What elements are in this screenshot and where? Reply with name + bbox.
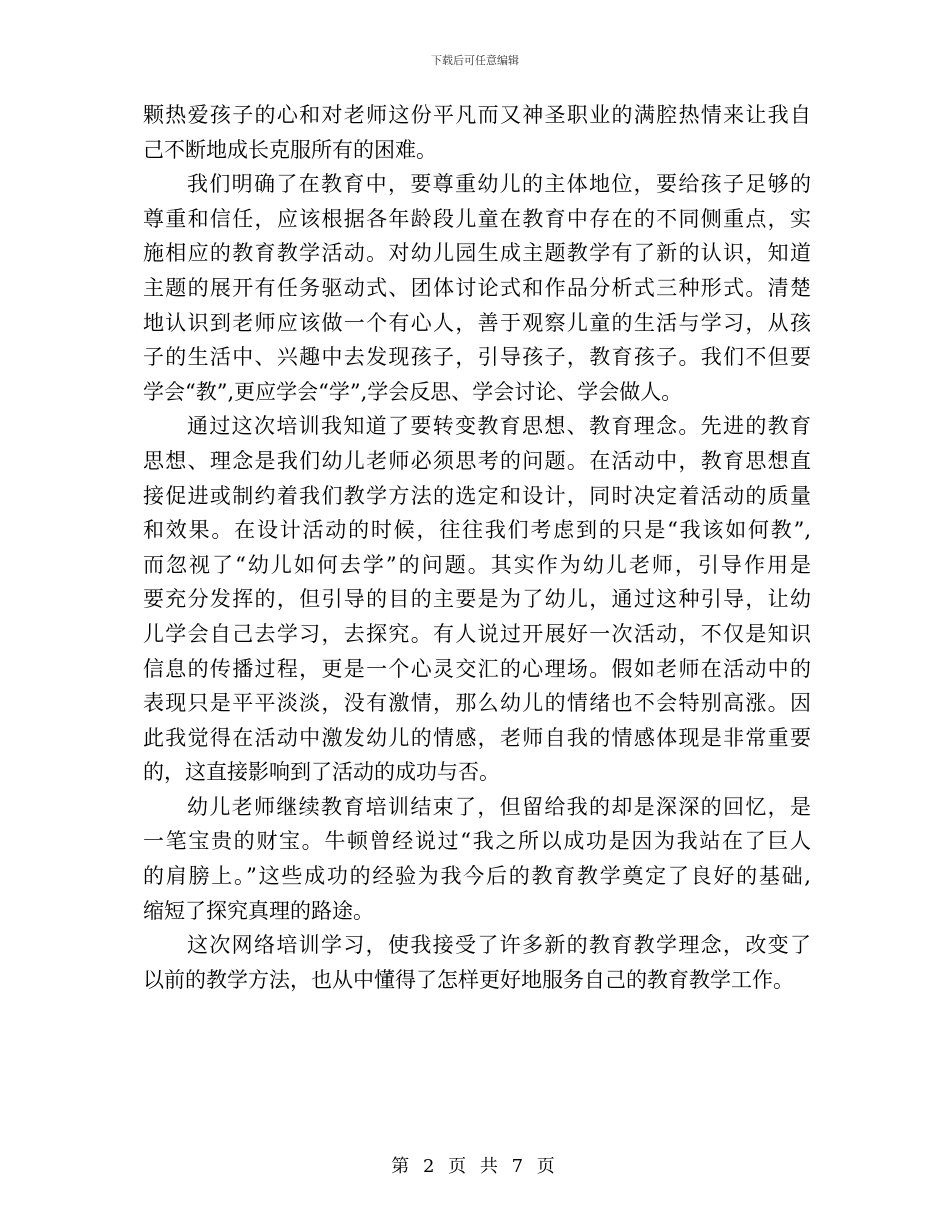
text-line: 一笔宝贵的财宝。牛顿曾经说过“我之所以成功是因为我站在了巨人 bbox=[143, 829, 811, 854]
text-line: 表现只是平平淡淡，没有激情，那么幼儿的情绪也不会特别高涨。因 bbox=[143, 691, 811, 716]
text-line: 施相应的教育教学活动。对幼儿园生成主题教学有了新的认识，知道 bbox=[143, 241, 811, 266]
text-line: 通过这次培训我知道了要转变教育思想、教育理念。先进的教育 bbox=[187, 414, 811, 439]
text-line: 信息的传播过程，更是一个心灵交汇的心理场。假如老师在活动中的 bbox=[143, 656, 811, 681]
text-line: 的肩膀上。”这些成功的经验为我今后的教育教学奠定了良好的基础, bbox=[143, 864, 811, 889]
page-header: 下载后可任意编辑 bbox=[431, 54, 519, 67]
text-line: 思想、理念是我们幼儿老师必须思考的问题。在活动中，教育思想直 bbox=[143, 448, 811, 473]
paragraph bbox=[143, 98, 811, 167]
text-line: 接促进或制约着我们教学方法的选定和设计，同时决定着活动的质量 bbox=[143, 483, 811, 508]
text-line: 而忽视了“幼儿如何去学”的问题。其实作为幼儿老师，引导作用是 bbox=[143, 552, 811, 577]
text-line: 的，这直接影响到了活动的成功与否。 bbox=[143, 760, 500, 785]
document-body bbox=[143, 98, 811, 997]
text-line: 幼儿老师继续教育培训结束了，但留给我的却是深深的回忆，是 bbox=[187, 794, 811, 819]
text-line: 这次网络培训学习，使我接受了许多新的教育教学理念，改变了 bbox=[187, 933, 811, 958]
paragraph bbox=[143, 928, 811, 997]
text-line: 以前的教学方法，也从中懂得了怎样更好地服务自己的教育教学工作。 bbox=[143, 967, 794, 992]
text-line: 己不断地成长克服所有的困难。 bbox=[143, 137, 437, 162]
text-line: 主题的展开有任务驱动式、团体讨论式和作品分析式三种形式。清楚 bbox=[143, 275, 811, 300]
text-line: 和效果。在设计活动的时候，往往我们考虑到的只是“我该如何教”, bbox=[143, 518, 811, 543]
text-line: 要充分发挥的，但引导的目的主要是为了幼儿，通过这种引导，让幼 bbox=[143, 587, 811, 612]
text-line: 颗热爱孩子的心和对老师这份平凡而又神圣职业的满腔热情来让我自 bbox=[143, 103, 811, 127]
text-line: 儿学会自己去学习，去探究。有人说过开展好一次活动，不仅是知识 bbox=[143, 621, 811, 646]
text-line: 子的生活中、兴趣中去发现孩子，引导孩子，教育孩子。我们不但要 bbox=[143, 345, 811, 370]
paragraph bbox=[143, 409, 811, 790]
text-line: 地认识到老师应该做一个有心人，善于观察儿童的生活与学习，从孩 bbox=[143, 310, 811, 335]
paragraph bbox=[143, 790, 811, 928]
text-line: 学会“教”,更应学会“学”,学会反思、学会讨论、学会做人。 bbox=[143, 379, 683, 404]
text-line: 我们明确了在教育中，要尊重幼儿的主体地位，要给孩子足够的 bbox=[187, 172, 811, 197]
text-line: 此我觉得在活动中激发幼儿的情感，老师自我的情感体现是非常重要 bbox=[143, 725, 811, 750]
text-line: 缩短了探究真理的路途。 bbox=[143, 898, 374, 923]
paragraph bbox=[143, 167, 811, 409]
page-number: 第 2 页 共 7 页 bbox=[391, 1156, 559, 1177]
text-line: 尊重和信任，应该根据各年龄段儿童在教育中存在的不同侧重点，实 bbox=[143, 206, 811, 231]
